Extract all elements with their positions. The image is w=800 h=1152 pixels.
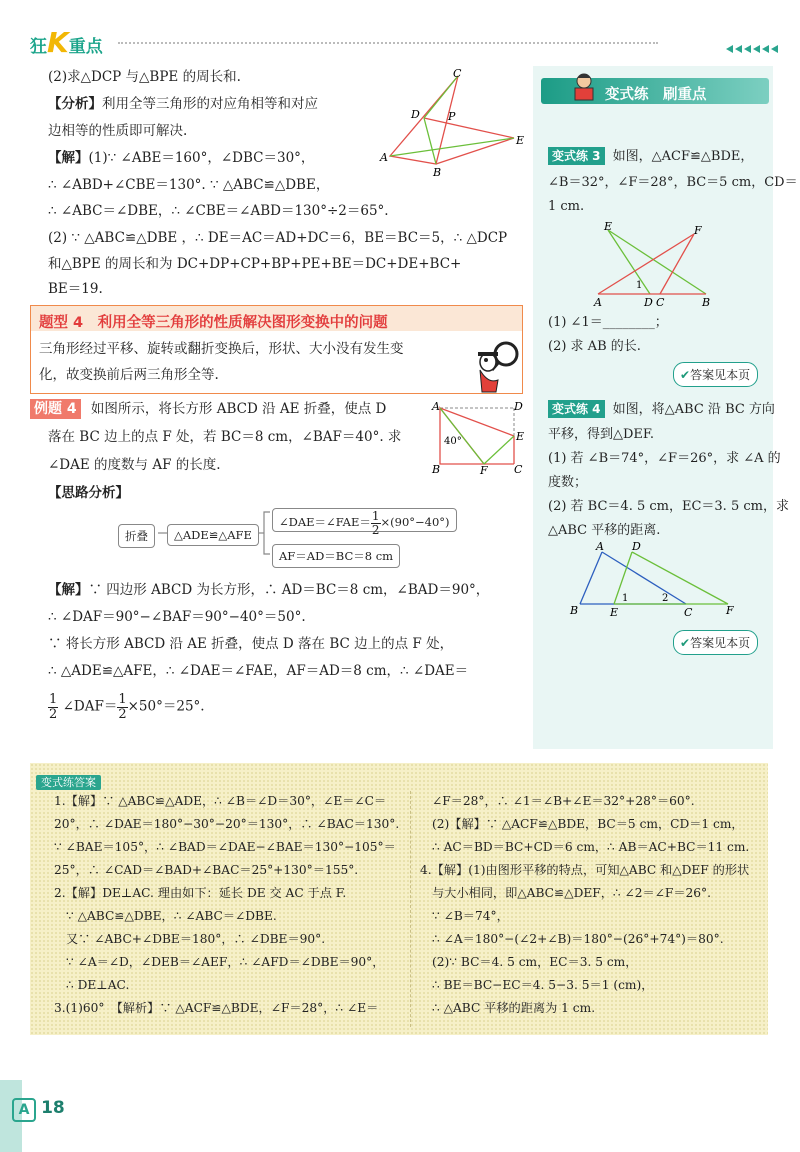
header-arrows: [724, 38, 778, 57]
type4-desc-2: 化，故变换前后两三角形全等.: [39, 367, 219, 383]
question-2: (2)求△DCP 与△BPE 的周长和.: [48, 69, 241, 85]
answer-line: ∴ ∠A＝180°−(∠2+∠B)＝180°−(26°+74°)＝80°.: [432, 932, 724, 946]
variant-3-tag: 变式练 3: [548, 147, 605, 165]
flow-box-fold: 折叠: [118, 524, 155, 548]
thinking-heading: 【思路分析】: [48, 485, 129, 501]
fig2-angle-label: 40°: [444, 436, 462, 447]
figure-triangles-1: [378, 66, 528, 178]
variant-4-line-4: 度数；: [548, 475, 588, 490]
practice-header: [541, 78, 769, 104]
variant-4-line-2: 平移，得到△DEF.: [548, 427, 655, 442]
check-icon: ✔: [680, 368, 691, 382]
fig4-angle-2: 2: [662, 593, 669, 604]
variant-3-answer-button[interactable]: ✔答案见本页: [673, 362, 758, 387]
solution-tag: 【解】: [48, 150, 89, 166]
logo-k: K: [47, 26, 69, 59]
fig3-label-e: E: [604, 220, 613, 233]
variant-3-line-2: ∠B＝32°，∠F＝28°，BC＝5 cm，CD＝: [548, 175, 798, 190]
solution-line-4: (2) ∵ △ABC≌△DBE ，∴ DE＝AC＝AD+DC＝6，BE＝BC＝5，∴ △DCP: [48, 230, 508, 246]
answer-line: (2)【解】∵ △ACF≌△BDE，BC＝5 cm，CD＝1 cm，: [432, 817, 744, 831]
example-4-line-1: [30, 402, 386, 417]
answer-line: ∴ BE＝BC−EC＝4. 5−3. 5＝1 (cm)，: [432, 978, 654, 992]
solution-line-2: ∴ ∠ABD+∠CBE＝130°. ∵ △ABC≌△DBE，: [48, 177, 330, 193]
fig2-label-d: D: [514, 400, 523, 413]
type4-description-box: [30, 331, 523, 394]
fig4-label-a: A: [596, 540, 604, 553]
type4-banner: [30, 305, 523, 333]
example-solution-line-1: 【解】∵ 四边形 ABCD 为长方形，∴ AD＝BC＝8 cm，∠BAD＝90°，: [48, 582, 490, 598]
answer-line: ∵ ∠A＝∠D，∠DEB＝∠AEF，∴ ∠AFD＝∠DBE＝90°，: [66, 955, 385, 969]
logo-text-post: 重点: [68, 37, 103, 57]
fig2-label-e: E: [516, 430, 525, 443]
fig4-label-d: D: [632, 540, 641, 553]
reader-icon: [571, 72, 597, 104]
fig1-label-p: P: [448, 110, 456, 123]
answer-line: ∠F＝28°，∴ ∠1＝∠B+∠E＝32°+28°＝60°.: [432, 794, 695, 808]
answer-line: 与大小相同，即△ABC≌△DEF，∴ ∠2＝∠F＝26°.: [432, 886, 712, 900]
analysis-line-2: 边相等的性质即可解决.: [48, 123, 188, 139]
variant-3-q1: (1) ∠1＝________；: [548, 315, 668, 330]
fig4-label-e: E: [610, 606, 619, 619]
fig4-angle-1: 1: [622, 593, 629, 604]
type4-title: 题型 4 利用全等三角形的性质解决图形变换中的问题: [39, 315, 388, 331]
answer-line: 又∵ ∠ABC+∠DBE＝180°，∴ ∠DBE＝90°.: [66, 932, 326, 946]
fig1-label-e: E: [516, 134, 525, 147]
answers-panel: [30, 763, 768, 1035]
fig3-label-c: C: [656, 296, 665, 308]
variant-4-line-6: △ABC 平移的距离.: [548, 523, 661, 538]
answer-line: ∴ AC＝BD＝BC+CD＝6 cm，∴ AB＝AC+BC＝11 cm.: [432, 840, 750, 854]
flow-box-angle: ∠DAE＝∠FAE＝ $\frac{1}{2}$ ×(90°−40°): [272, 508, 457, 532]
compass-icon: A: [12, 1098, 36, 1122]
answer-line: 20°，∴ ∠DAE＝180°−30°−20°＝130°，∴ ∠BAC＝130°.: [54, 817, 400, 831]
example-4-line-3: ∠DAE 的度数与 AF 的长度.: [48, 457, 221, 473]
answer-line: ∴ △ABC 平移的距离为 1 cm.: [432, 1001, 596, 1015]
analysis-line-1: [48, 98, 318, 112]
answers-column-2: [420, 795, 749, 1025]
fig4-label-b: B: [570, 604, 579, 617]
solution-line-1: [48, 152, 314, 166]
fig3-label-d: D: [644, 296, 653, 308]
analysis-text-1: 利用全等三角形的对应角相等和对应: [102, 96, 318, 112]
answers-divider: [410, 791, 411, 1027]
variant-4-answer-button[interactable]: ✔答案见本页: [673, 630, 758, 655]
analysis-tag: 【分析】: [48, 96, 102, 112]
example-solution-line-4: ∴ △ADE≌△AFE，∴ ∠DAE＝∠FAE，AF＝AD＝8 cm，∴ ∠DAE＝: [48, 663, 469, 679]
fig4-label-f: F: [726, 604, 734, 617]
fig3-label-a: A: [594, 296, 602, 308]
variant-3-q2: (2) 求 AB 的长.: [548, 339, 641, 354]
fig4-label-c: C: [684, 606, 693, 619]
fig2-label-b: B: [432, 463, 441, 476]
example-solution-line-3: ∵ 将长方形 ABCD 沿 AE 折叠，使点 D 落在 BC 边上的点 F 处，: [48, 636, 454, 652]
practice-title: 变式练 刷重点: [605, 87, 707, 103]
variant-4-line-5: (2) 若 BC＝4. 5 cm，EC＝3. 5 cm，求: [548, 499, 789, 514]
fig3-label-f: F: [694, 224, 702, 237]
fig2-label-f: F: [480, 464, 488, 477]
fig2-label-a: A: [432, 400, 440, 413]
fig3-label-b: B: [702, 296, 711, 308]
answer-line: 1.【解】∵ △ABC≌△ADE，∴ ∠B＝∠D＝30°，∠E＝∠C＝: [54, 794, 387, 808]
example-tag: 例题 4: [30, 399, 81, 419]
answer-line: ∵ ∠BAE＝105°，∴ ∠BAD＝∠DAE−∠BAE＝130°−105°＝: [54, 840, 396, 854]
answer-line: ∵ ∠B＝74°，: [432, 909, 509, 923]
answer-line: 4.【解】(1)由图形平移的特点，可知△ABC 和△DEF 的形状: [420, 863, 750, 877]
answers-tag: 变式练答案: [36, 771, 101, 790]
variant-3-line-3: 1 cm.: [548, 199, 585, 214]
answer-line: 3.(1)60° 【解析】∵ △ACF≌△BDE，∠F＝28°，∴ ∠E＝: [54, 1001, 379, 1015]
example-solution-line-2: ∴ ∠DAF＝90°−∠BAF＝90°−40°＝50°.: [48, 609, 306, 625]
page-number-badge: [12, 1098, 65, 1122]
example-line-1-text: 如图所示，将长方形 ABCD 沿 AE 折叠，使点 D: [90, 401, 387, 417]
mascot-icon: [472, 340, 522, 394]
solution-line-3: ∴ ∠ABC＝∠DBE，∴ ∠CBE＝∠ABD＝130°÷2＝65°.: [48, 203, 389, 219]
solution-text-1: (1)∵ ∠ABE＝160°，∠DBC＝30°，: [88, 150, 315, 166]
type4-desc-1: 三角形经过平移、旋转或翻折变换后，形状、大小没有发生变: [39, 341, 404, 357]
fig3-angle-1: 1: [636, 280, 643, 291]
fig1-label-c: C: [453, 67, 462, 80]
figure-variant-4: [562, 540, 742, 620]
header-divider: [118, 42, 658, 44]
answers-column-1: [54, 795, 399, 1025]
answer-line: 2.【解】DE⊥AC. 理由如下：延长 DE 交 AC 于点 F.: [54, 886, 347, 900]
page-number: 18: [41, 1098, 65, 1118]
answer-line: ∵ △ABC≌△DBE，∴ ∠ABC＝∠DBE.: [66, 909, 277, 923]
solution-line-5: 和△BPE 的周长和为 DC+DP+CP+BP+PE+BE＝DC+DE+BC+: [48, 256, 462, 272]
variant-3-line-1: 变式练 3 如图，△ACF≌△BDE，: [548, 150, 753, 163]
example-4-line-2: 落在 BC 边上的点 F 处，若 BC＝8 cm，∠BAF＝40°. 求: [48, 429, 402, 445]
logo-text-pre: 狂: [30, 37, 47, 57]
figure-rectangle-fold: [430, 398, 526, 480]
fig1-label-d: D: [411, 108, 420, 121]
answer-line: ∴ DE⊥AC.: [66, 978, 130, 992]
answer-line: (2)∵ BC＝4. 5 cm，EC＝3. 5 cm，: [432, 955, 638, 969]
solution-line-6: BE＝19.: [48, 281, 103, 297]
variant-4-line-3: (1) 若 ∠B＝74°，∠F＝26°，求 ∠A 的: [548, 451, 781, 466]
variant-4-tag: 变式练 4: [548, 400, 605, 418]
answer-line: 25°，∴ ∠CAD＝∠BAD+∠BAC＝25°+130°＝155°.: [54, 863, 359, 877]
figure-variant-3: [590, 218, 720, 308]
fig1-label-a: A: [380, 151, 388, 164]
flow-box-congruent: △ADE≌△AFE: [167, 524, 259, 546]
variant-4-line-1: 变式练 4 如图，将△ABC 沿 BC 方向: [548, 403, 775, 416]
example-solution-line-5: $\frac{1}{2}$ ∠DAF＝ $\frac{1}{2}$ ×50°＝25°.: [49, 692, 205, 722]
fig1-label-b: B: [433, 166, 442, 178]
brand-logo: [30, 26, 103, 59]
flow-box-length: AF＝AD＝BC＝8 cm: [272, 544, 400, 568]
check-icon: ✔: [680, 636, 691, 650]
fig2-label-c: C: [514, 463, 523, 476]
